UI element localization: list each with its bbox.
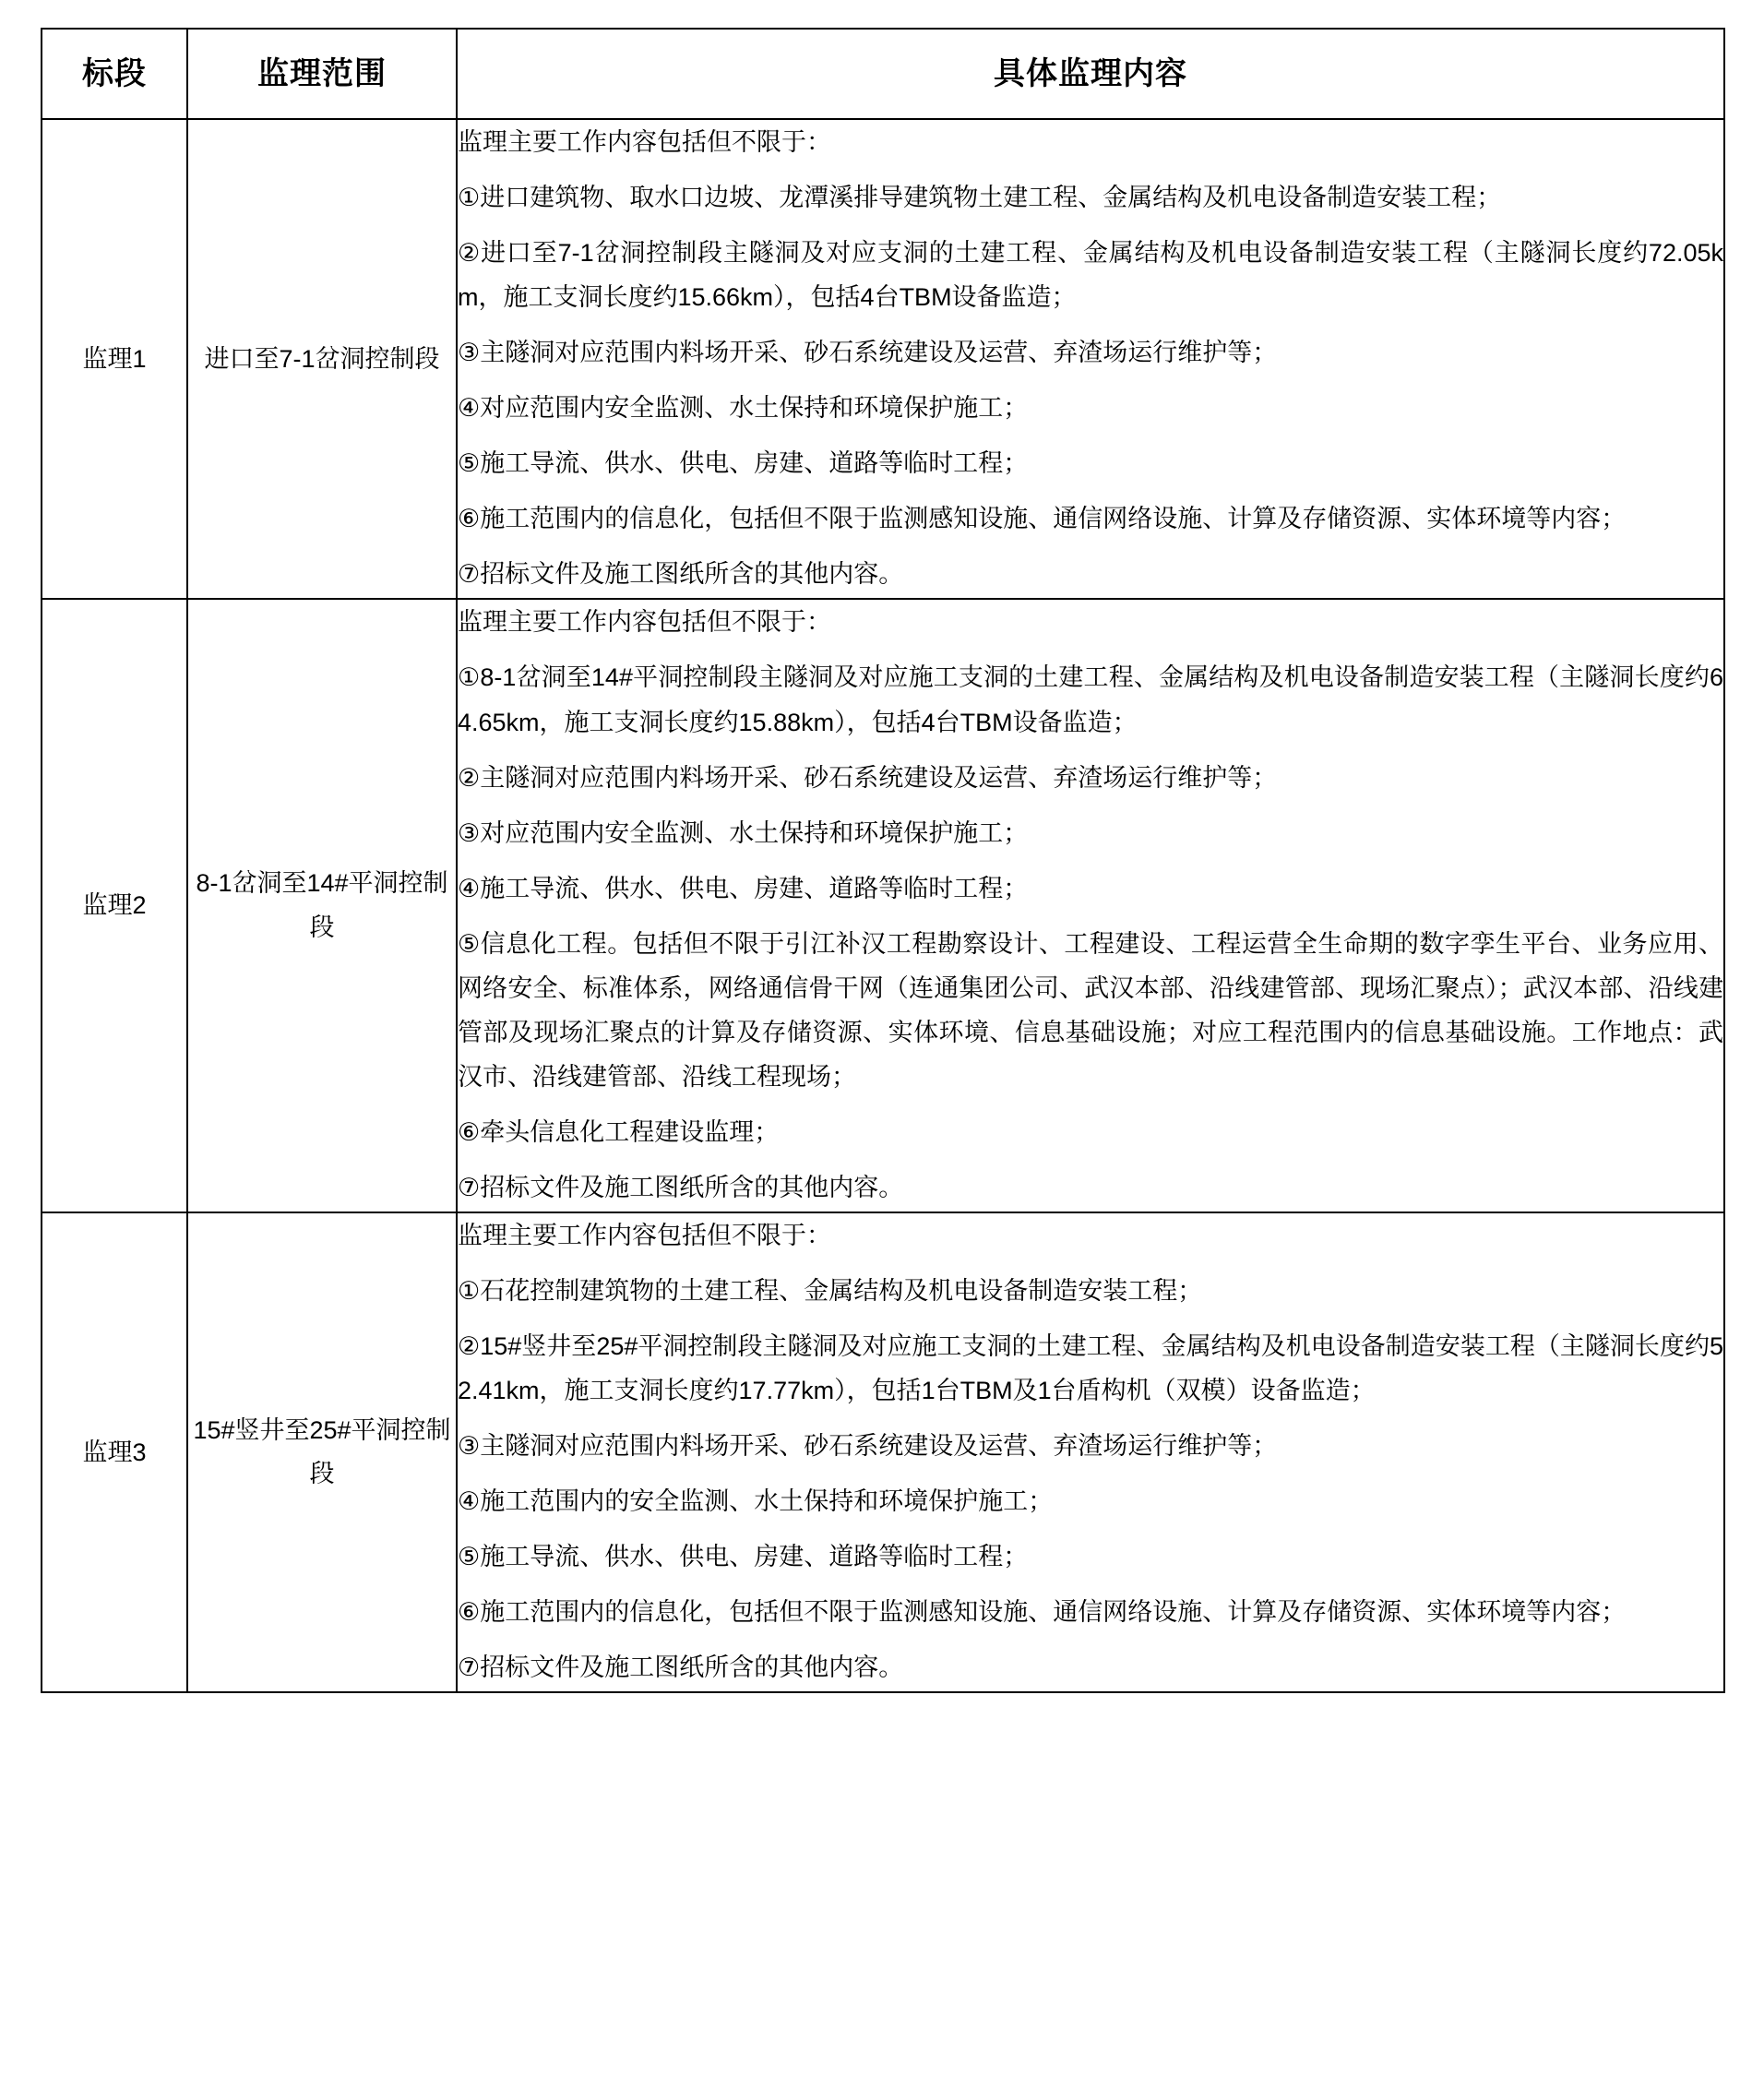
detail-line: ②15#竖井至25#平洞控制段主隧洞及对应施工支洞的土建工程、金属结构及机电设备制造安装工程（主隧洞长度约52.41km，施工支洞长度约17.77km），包括1台TBM及1台盾构机（双模）设备监造；	[458, 1332, 1723, 1405]
detail-line: 监理主要工作内容包括但不限于：	[458, 1221, 831, 1249]
column-header-scope: 监理范围	[187, 29, 457, 119]
detail-line: ③对应范围内安全监测、水土保持和环境保护施工；	[458, 818, 1029, 847]
detail-line: ⑥施工范围内的信息化，包括但不限于监测感知设施、通信网络设施、计算及存储资源、实体环境等内容；	[458, 1598, 1627, 1627]
cell-lot: 监理1	[42, 119, 187, 599]
detail-line: ⑥牵头信息化工程建设监理；	[458, 1117, 780, 1146]
cell-detail	[457, 119, 1724, 599]
detail-line: ⑤施工导流、供水、供电、房建、道路等临时工程；	[458, 449, 1029, 478]
detail-line: ①石花控制建筑物的土建工程、金属结构及机电设备制造安装工程；	[458, 1277, 1203, 1306]
detail-line: ⑦招标文件及施工图纸所含的其他内容。	[458, 560, 904, 589]
cell-detail	[457, 1212, 1724, 1692]
cell-lot: 监理2	[42, 599, 187, 1212]
detail-line: ⑦招标文件及施工图纸所含的其他内容。	[458, 1173, 904, 1201]
detail-line: ⑦招标文件及施工图纸所含的其他内容。	[458, 1653, 904, 1682]
detail-line: ③主隧洞对应范围内料场开采、砂石系统建设及运营、弃渣场运行维护等；	[458, 339, 1278, 367]
table-row	[42, 1212, 1724, 1692]
cell-scope: 进口至7-1岔洞控制段	[187, 119, 457, 599]
detail-line: ①8-1岔洞至14#平洞控制段主隧洞及对应施工支洞的土建工程、金属结构及机电设备制造安装工程（主隧洞长度约64.65km，施工支洞长度约15.88km），包括4台TBM设备监造；	[458, 663, 1723, 736]
table-header-row	[42, 29, 1724, 119]
detail-line: ⑥施工范围内的信息化，包括但不限于监测感知设施、通信网络设施、计算及存储资源、实体环境等内容；	[458, 505, 1627, 533]
table-row	[42, 119, 1724, 599]
detail-line: ④施工范围内的安全监测、水土保持和环境保护施工；	[458, 1487, 1054, 1516]
detail-line: 监理主要工作内容包括但不限于：	[458, 128, 831, 156]
detail-line: ⑤施工导流、供水、供电、房建、道路等临时工程；	[458, 1543, 1029, 1571]
column-header-lot: 标段	[42, 29, 187, 119]
cell-detail	[457, 599, 1724, 1212]
cell-scope: 15#竖井至25#平洞控制段	[187, 1212, 457, 1692]
table-body	[42, 119, 1724, 1692]
supervision-scope-table	[41, 28, 1725, 1693]
detail-line: ①进口建筑物、取水口边坡、龙潭溪排导建筑物土建工程、金属结构及机电设备制造安装工程；	[458, 184, 1502, 212]
cell-scope: 8-1岔洞至14#平洞控制段	[187, 599, 457, 1212]
detail-line: ④对应范围内安全监测、水土保持和环境保护施工；	[458, 394, 1029, 423]
detail-line: ②主隧洞对应范围内料场开采、砂石系统建设及运营、弃渣场运行维护等；	[458, 763, 1278, 792]
detail-line: ③主隧洞对应范围内料场开采、砂石系统建设及运营、弃渣场运行维护等；	[458, 1432, 1278, 1461]
table-row	[42, 599, 1724, 1212]
table-header	[42, 29, 1724, 119]
column-header-detail: 具体监理内容	[457, 29, 1724, 119]
detail-line: ②进口至7-1岔洞控制段主隧洞及对应支洞的土建工程、金属结构及机电设备制造安装工程（主隧洞长度约72.05km，施工支洞长度约15.66km），包括4台TBM设备监造；	[458, 239, 1723, 312]
detail-line: ④施工导流、供水、供电、房建、道路等临时工程；	[458, 874, 1029, 902]
cell-lot: 监理3	[42, 1212, 187, 1692]
detail-line: ⑤信息化工程。包括但不限于引江补汉工程勘察设计、工程建设、工程运营全生命期的数字孪生平台、业务应用、网络安全、标准体系，网络通信骨干网（连通集团公司、武汉本部、沿线建管部、现场汇聚点）；武汉本部、沿线建管部及现场汇聚点的计算及存储资源、实体环境、信息基础设施；对应工程范围内的信息基础设施。工作地点：武汉市、沿线建管部、沿线工程现场；	[458, 929, 1723, 1091]
detail-line: 监理主要工作内容包括但不限于：	[458, 608, 831, 637]
